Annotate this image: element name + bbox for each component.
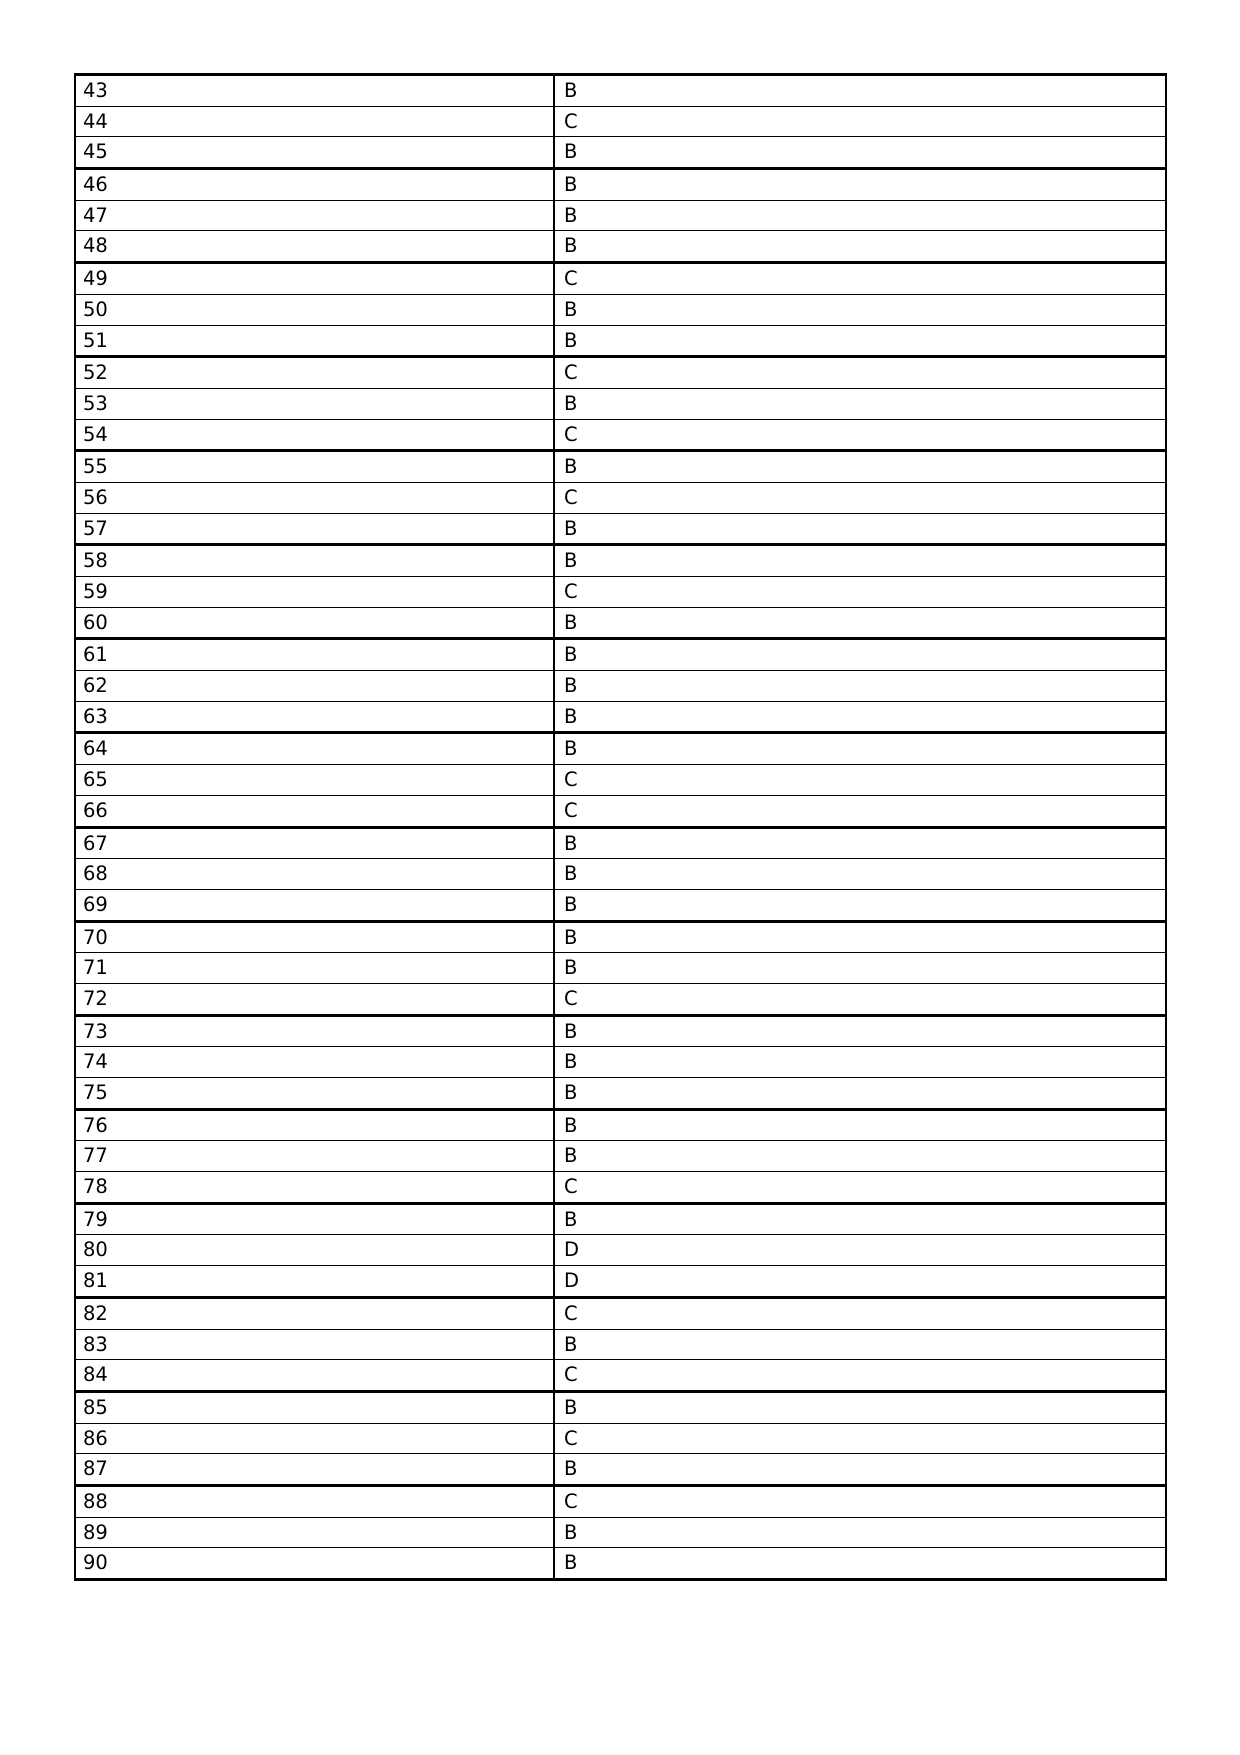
- question-number-cell: 63: [75, 701, 554, 733]
- question-number-cell: 89: [75, 1517, 554, 1548]
- table-row: [75, 1109, 1166, 1141]
- table-row: [75, 1517, 1166, 1548]
- question-number-cell: 57: [75, 513, 554, 545]
- question-number-cell: 61: [75, 639, 554, 671]
- table-row: [75, 1454, 1166, 1486]
- question-number-cell: 85: [75, 1391, 554, 1423]
- answer-key-table: [74, 73, 1167, 1581]
- answer-cell: C: [554, 765, 1166, 796]
- question-number-cell: 73: [75, 1015, 554, 1047]
- answer-cell: C: [554, 1172, 1166, 1204]
- answer-cell: B: [554, 1548, 1166, 1580]
- table-row: [75, 106, 1166, 137]
- answer-cell: B: [554, 1517, 1166, 1548]
- answer-cell: B: [554, 1454, 1166, 1486]
- answer-cell: B: [554, 921, 1166, 953]
- answer-cell: B: [554, 513, 1166, 545]
- answer-cell: B: [554, 607, 1166, 639]
- question-number-cell: 62: [75, 671, 554, 702]
- answer-cell: B: [554, 1109, 1166, 1141]
- answer-cell: B: [554, 200, 1166, 231]
- question-number-cell: 82: [75, 1297, 554, 1329]
- answer-cell: B: [554, 671, 1166, 702]
- answer-cell: B: [554, 137, 1166, 169]
- question-number-cell: 78: [75, 1172, 554, 1204]
- answer-cell: D: [554, 1235, 1166, 1266]
- table-row: [75, 294, 1166, 325]
- table-row: [75, 357, 1166, 389]
- answer-cell: C: [554, 1485, 1166, 1517]
- question-number-cell: 75: [75, 1078, 554, 1110]
- question-number-cell: 67: [75, 827, 554, 859]
- answer-cell: B: [554, 231, 1166, 263]
- answer-cell: C: [554, 357, 1166, 389]
- table-row: [75, 607, 1166, 639]
- question-number-cell: 50: [75, 294, 554, 325]
- question-number-cell: 74: [75, 1047, 554, 1078]
- answer-cell: C: [554, 106, 1166, 137]
- question-number-cell: 86: [75, 1423, 554, 1454]
- table-row: [75, 577, 1166, 608]
- answer-cell: C: [554, 1360, 1166, 1392]
- answer-table-body: [75, 75, 1166, 1580]
- question-number-cell: 64: [75, 733, 554, 765]
- answer-cell: C: [554, 482, 1166, 513]
- question-number-cell: 80: [75, 1235, 554, 1266]
- table-row: [75, 983, 1166, 1015]
- table-row: [75, 1485, 1166, 1517]
- table-row: [75, 765, 1166, 796]
- question-number-cell: 83: [75, 1329, 554, 1360]
- table-row: [75, 953, 1166, 984]
- table-row: [75, 545, 1166, 577]
- question-number-cell: 52: [75, 357, 554, 389]
- table-row: [75, 701, 1166, 733]
- table-row: [75, 921, 1166, 953]
- question-number-cell: 48: [75, 231, 554, 263]
- table-row: [75, 733, 1166, 765]
- answer-cell: B: [554, 733, 1166, 765]
- question-number-cell: 47: [75, 200, 554, 231]
- question-number-cell: 69: [75, 889, 554, 921]
- answer-cell: B: [554, 1391, 1166, 1423]
- table-row: [75, 451, 1166, 483]
- answer-cell: C: [554, 795, 1166, 827]
- table-row: [75, 137, 1166, 169]
- question-number-cell: 88: [75, 1485, 554, 1517]
- question-number-cell: 70: [75, 921, 554, 953]
- table-row: [75, 1203, 1166, 1235]
- table-row: [75, 231, 1166, 263]
- question-number-cell: 60: [75, 607, 554, 639]
- table-row: [75, 200, 1166, 231]
- question-number-cell: 71: [75, 953, 554, 984]
- answer-cell: B: [554, 1078, 1166, 1110]
- question-number-cell: 55: [75, 451, 554, 483]
- question-number-cell: 54: [75, 419, 554, 451]
- answer-cell: C: [554, 1297, 1166, 1329]
- table-row: [75, 1548, 1166, 1580]
- answer-cell: B: [554, 1329, 1166, 1360]
- answer-cell: B: [554, 639, 1166, 671]
- table-row: [75, 1360, 1166, 1392]
- question-number-cell: 77: [75, 1141, 554, 1172]
- table-row: [75, 169, 1166, 201]
- table-row: [75, 1266, 1166, 1298]
- table-row: [75, 1078, 1166, 1110]
- answer-cell: C: [554, 983, 1166, 1015]
- answer-cell: B: [554, 1047, 1166, 1078]
- question-number-cell: 81: [75, 1266, 554, 1298]
- answer-cell: B: [554, 1203, 1166, 1235]
- table-row: [75, 1015, 1166, 1047]
- answer-cell: B: [554, 325, 1166, 357]
- question-number-cell: 87: [75, 1454, 554, 1486]
- table-row: [75, 827, 1166, 859]
- question-number-cell: 43: [75, 75, 554, 107]
- answer-cell: C: [554, 419, 1166, 451]
- table-row: [75, 795, 1166, 827]
- question-number-cell: 56: [75, 482, 554, 513]
- table-row: [75, 1329, 1166, 1360]
- question-number-cell: 58: [75, 545, 554, 577]
- question-number-cell: 46: [75, 169, 554, 201]
- table-row: [75, 1297, 1166, 1329]
- answer-cell: B: [554, 75, 1166, 107]
- answer-cell: C: [554, 1423, 1166, 1454]
- question-number-cell: 72: [75, 983, 554, 1015]
- table-row: [75, 419, 1166, 451]
- question-number-cell: 45: [75, 137, 554, 169]
- question-number-cell: 44: [75, 106, 554, 137]
- question-number-cell: 84: [75, 1360, 554, 1392]
- answer-cell: B: [554, 889, 1166, 921]
- question-number-cell: 76: [75, 1109, 554, 1141]
- table-row: [75, 388, 1166, 419]
- question-number-cell: 51: [75, 325, 554, 357]
- question-number-cell: 66: [75, 795, 554, 827]
- answer-cell: C: [554, 263, 1166, 295]
- question-number-cell: 79: [75, 1203, 554, 1235]
- table-row: [75, 1235, 1166, 1266]
- table-row: [75, 639, 1166, 671]
- table-row: [75, 1141, 1166, 1172]
- question-number-cell: 90: [83, 1551, 108, 1575]
- table-row: [75, 889, 1166, 921]
- question-number-cell: 59: [75, 577, 554, 608]
- table-row: [75, 859, 1166, 890]
- table-row: [75, 1391, 1166, 1423]
- answer-cell: C: [554, 577, 1166, 608]
- answer-cell: B: [554, 451, 1166, 483]
- answer-cell: B: [554, 169, 1166, 201]
- answer-cell: B: [554, 545, 1166, 577]
- table-row: [75, 513, 1166, 545]
- answer-cell: B: [554, 388, 1166, 419]
- answer-cell: D: [554, 1266, 1166, 1298]
- answer-cell: B: [554, 827, 1166, 859]
- question-number-cell: 65: [75, 765, 554, 796]
- table-row: [75, 1172, 1166, 1204]
- table-row: [75, 263, 1166, 295]
- table-row: [75, 1423, 1166, 1454]
- answer-cell: B: [554, 953, 1166, 984]
- question-number-cell: 68: [75, 859, 554, 890]
- table-row: [75, 325, 1166, 357]
- answer-cell: B: [554, 1141, 1166, 1172]
- table-row: [75, 671, 1166, 702]
- answer-cell: B: [554, 701, 1166, 733]
- answer-cell: B: [554, 859, 1166, 890]
- question-number-cell: 49: [75, 263, 554, 295]
- table-row: [75, 482, 1166, 513]
- table-row: [75, 1047, 1166, 1078]
- answer-cell: B: [554, 294, 1166, 325]
- answer-cell: B: [554, 1015, 1166, 1047]
- question-number-cell: 53: [75, 388, 554, 419]
- table-row: [75, 75, 1166, 107]
